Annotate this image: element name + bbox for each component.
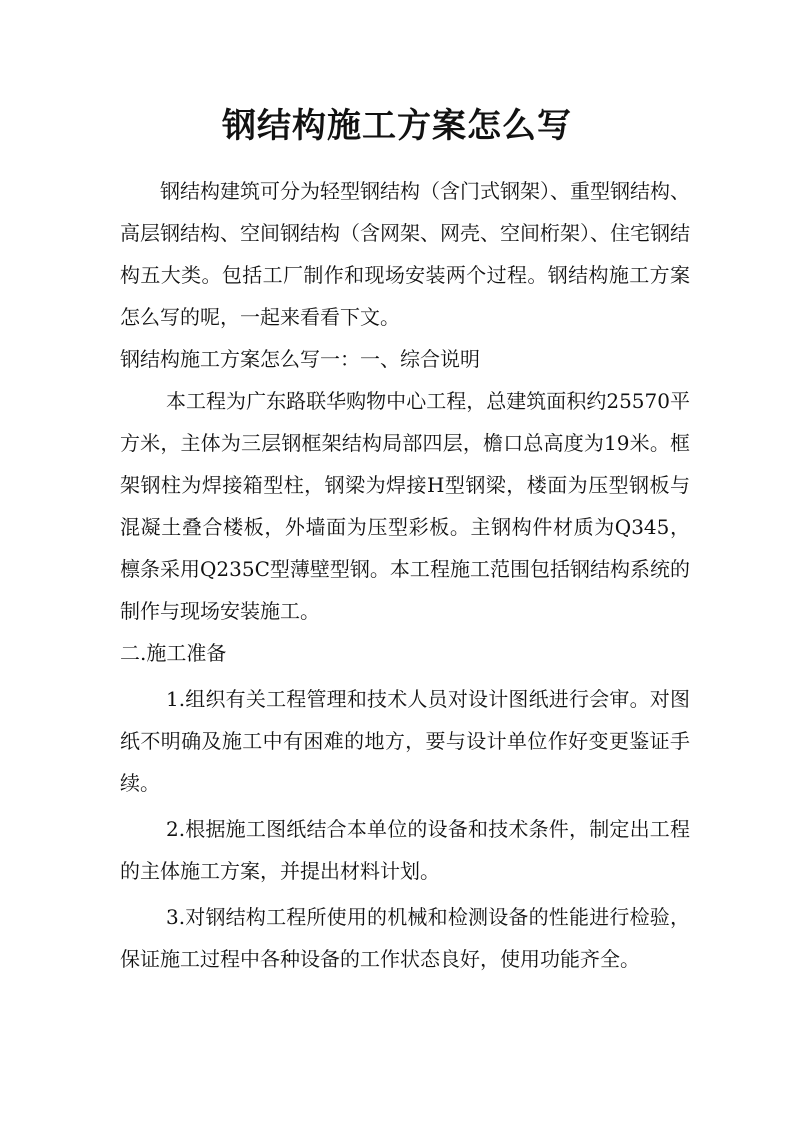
section-heading-2: 二.施工准备 (120, 641, 227, 665)
intro-paragraph: 钢结构建筑可分为轻型钢结构（含门式钢架）、重型钢结构、高层钢结构、空间钢结构（含网架、网壳、空间桁架）、住宅钢结构五大类。包括工厂制作和现场安装两个过程。钢结构施工方案怎么写的呢，一起来看看下文。 (120, 179, 690, 329)
prep-item-2: 2.根据施工图纸结合本单位的设备和技术条件，制定出工程的主体施工方案，并提出材料计划。 (120, 817, 690, 883)
section-heading-1: 钢结构施工方案怎么写一：一、综合说明 (120, 347, 480, 371)
document-title: 钢结构施工方案怎么写 (222, 106, 572, 146)
document-body (120, 170, 690, 980)
project-overview-paragraph: 本工程为广东路联华购物中心工程，总建筑面积约25570平方米，主体为三层钢框架结构局部四层，檐口总高度为19米。框架钢柱为焊接箱型柱，钢梁为焊接H型钢梁，楼面为压型钢板与混凝土叠合楼板，外墙面为压型彩板。主钢构件材质为Q345，檩条采用Q235C型薄壁型钢。本工程施工范围包括钢结构系统的制作与现场安装施工。 (120, 389, 690, 623)
prep-item-3: 3.对钢结构工程所使用的机械和检测设备的性能进行检验，保证施工过程中各种设备的工作状态良好，使用功能齐全。 (120, 905, 690, 971)
prep-item-1: 1.组织有关工程管理和技术人员对设计图纸进行会审。对图纸不明确及施工中有困难的地方，要与设计单位作好变更鉴证手续。 (120, 687, 690, 795)
